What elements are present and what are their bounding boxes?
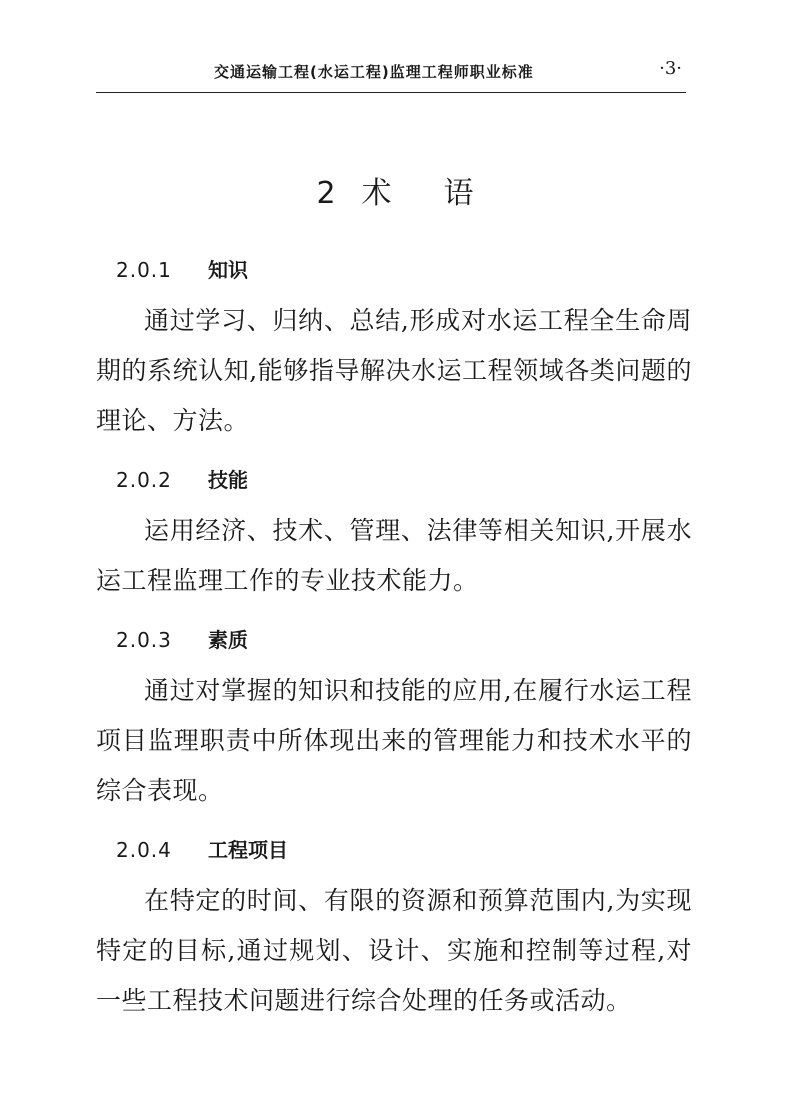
section-paragraph: 运用经济、技术、管理、法律等相关知识,开展水运工程监理工作的专业技术能力。 xyxy=(96,516,692,595)
section-heading xyxy=(96,244,692,296)
section-2-0-3 xyxy=(96,614,692,816)
section-2-0-1 xyxy=(96,244,692,446)
section-title: 素质 xyxy=(208,628,248,652)
page-number: ·3· xyxy=(659,58,682,79)
section-paragraph: 在特定的时间、有限的资源和预算范围内,为实现特定的目标,通过规划、设计、实施和控制等过程,对一些工程技术问题进行综合处理的任务或活动。 xyxy=(96,886,692,1015)
section-number: 2.0.1 xyxy=(116,258,172,282)
section-number: 2.0.3 xyxy=(116,628,172,652)
section-paragraph: 通过学习、归纳、总结,形成对水运工程全生命周期的系统认知,能够指导解决水运工程领域各类问题的理论、方法。 xyxy=(96,306,692,435)
chapter-title-part1: 术 xyxy=(361,176,392,211)
section-number: 2.0.4 xyxy=(116,838,172,862)
running-header xyxy=(96,58,686,93)
section-title: 知识 xyxy=(208,258,248,282)
body-content xyxy=(96,244,692,1034)
section-title: 技能 xyxy=(208,468,248,492)
section-heading xyxy=(96,824,692,876)
section-2-0-2 xyxy=(96,454,692,606)
section-heading xyxy=(96,454,692,506)
section-paragraph: 通过对掌握的知识和技能的应用,在履行水运工程项目监理职责中所体现出来的管理能力和技术水平的综合表现。 xyxy=(96,676,692,805)
header-title: 交通运输工程(水运工程)监理工程师职业标准 xyxy=(214,63,534,81)
section-2-0-4 xyxy=(96,824,692,1026)
section-heading xyxy=(96,614,692,666)
chapter-number: 2 xyxy=(316,176,336,211)
chapter-title-part2: 语 xyxy=(443,176,474,211)
section-title: 工程项目 xyxy=(208,838,288,862)
chapter-title xyxy=(0,168,790,212)
section-number: 2.0.2 xyxy=(116,468,172,492)
